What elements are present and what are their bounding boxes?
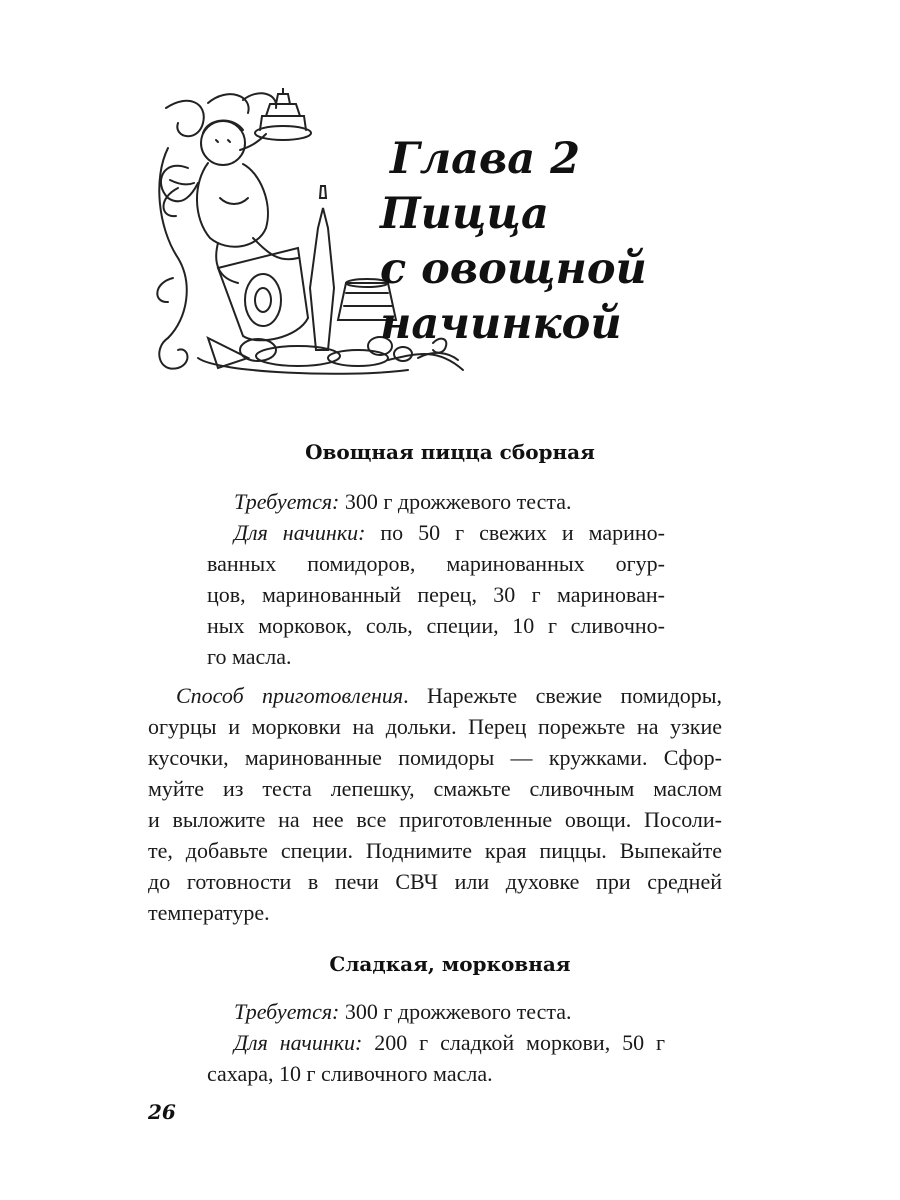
method-line [148, 680, 722, 711]
ingredients-line [207, 517, 665, 548]
filling-text: 200 г сладкой моркови, 50 г [362, 1030, 666, 1055]
recipe-title: Овощная пицца сборная [305, 440, 595, 464]
filling-label: Для начинки: [234, 1030, 363, 1055]
method-line: кусочки, маринованные помидоры — кружками. Сфор- [148, 745, 722, 770]
ingredients-line: сахара, 10 г сливочного масла. [207, 1061, 493, 1086]
ingredients-block [207, 996, 665, 1089]
method-text: . Нарежьте свежие помидоры, [403, 683, 723, 708]
ingredients-line: ных морковок, соль, специи, 10 г сливочно- [207, 613, 665, 638]
ingredients-block [207, 486, 665, 672]
chapter-line: Пицца [380, 189, 549, 239]
ingredients-line: цов, маринованный перец, 30 г маринован- [207, 582, 665, 607]
required-label: Требуется: [234, 999, 340, 1024]
method-line: и выложите на нее все приготовленные овощи. Посоли- [148, 807, 722, 832]
chapter-line: с овощной [380, 244, 647, 294]
recipe-title: Сладкая, морковная [329, 952, 571, 976]
method-label: Способ приготовления [176, 683, 404, 708]
page-number: 26 [148, 1100, 176, 1124]
ingredients-line [207, 486, 665, 517]
method-block [148, 680, 722, 928]
method-line: температуре. [148, 900, 270, 925]
filling-label: Для начинки: [234, 520, 366, 545]
chapter-line: начинкой [380, 299, 622, 349]
method-line: до готовности в печи СВЧ или духовке при средней [148, 869, 722, 894]
ingredients-line: ванных помидоров, маринованных огур- [207, 551, 665, 576]
required-text: 300 г дрожжевого теста. [339, 489, 572, 514]
method-line: те, добавьте специи. Поднимите края пиццы. Выпекайте [148, 838, 722, 863]
ingredients-line: го масла. [207, 644, 292, 669]
method-line: огурцы и морковки на дольки. Перец порежьте на узкие [148, 714, 722, 739]
required-text: 300 г дрожжевого теста. [339, 999, 572, 1024]
ingredients-line [207, 1027, 665, 1058]
required-label: Требуется: [234, 489, 340, 514]
chapter-heading [380, 132, 680, 352]
chapter-line: Глава 2 [390, 134, 581, 184]
ingredients-line [207, 996, 665, 1027]
method-line: муйте из теста лепешку, смажьте сливочным маслом [148, 776, 722, 801]
filling-text: по 50 г свежих и марино- [365, 520, 665, 545]
